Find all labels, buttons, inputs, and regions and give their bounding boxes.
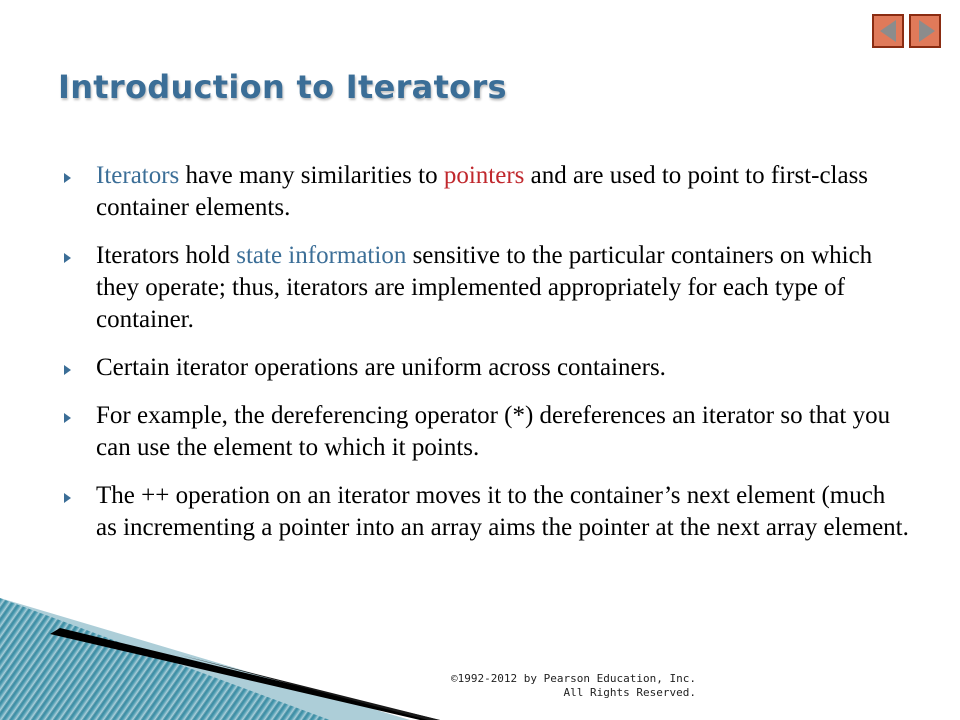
bullet-item	[62, 160, 912, 224]
bullet-text: For example, the dereferencing operator (	[96, 402, 513, 429]
bullet-list	[62, 160, 912, 544]
bullet-arrow-icon	[64, 493, 71, 503]
copyright-footer	[420, 672, 696, 700]
rights-line: All Rights Reserved.	[563, 686, 696, 699]
previous-slide-button[interactable]	[872, 14, 904, 48]
bullet-item	[62, 352, 912, 384]
bullet-item	[62, 480, 912, 544]
bullet-arrow-icon	[64, 253, 71, 263]
next-slide-button[interactable]	[909, 14, 941, 48]
bullet-text: *	[512, 402, 525, 429]
bullet-text: ) dereferences an iterator so that you can use the element to which it points.	[96, 402, 891, 461]
triangle-left-icon	[880, 20, 896, 42]
triangle-right-icon	[919, 20, 935, 42]
bullet-text: sensitive to the particular containers on which they operate; thus, iterators are implemented appropriately for each type of container.	[96, 242, 873, 333]
highlighted-term: pointers	[443, 162, 525, 189]
highlighted-term: state information	[236, 242, 407, 269]
bullet-arrow-icon	[64, 413, 71, 423]
bullet-text: and are used to point to first-class container elements.	[96, 162, 869, 221]
bullet-arrow-icon	[64, 173, 71, 183]
highlighted-term: Iterators	[96, 162, 180, 189]
bullet-text: ++	[141, 482, 170, 509]
copyright-line: ©1992-2012 by Pearson Education, Inc.	[450, 672, 696, 685]
bullet-text: have many similarities to	[179, 162, 444, 189]
bullet-text: The	[96, 482, 142, 509]
slide-title: Introduction to Iterators	[58, 68, 507, 106]
bullet-arrow-icon	[64, 365, 71, 375]
bullet-text: Certain iterator operations are uniform across containers.	[96, 354, 666, 381]
bullet-item	[62, 400, 912, 464]
bullet-text: operation on an iterator moves it to the container’s next element (much as incrementing a pointer into an array aims the pointer at the next array element.	[96, 482, 909, 541]
bullet-text: Iterators hold	[96, 242, 237, 269]
bullet-item	[62, 240, 912, 336]
